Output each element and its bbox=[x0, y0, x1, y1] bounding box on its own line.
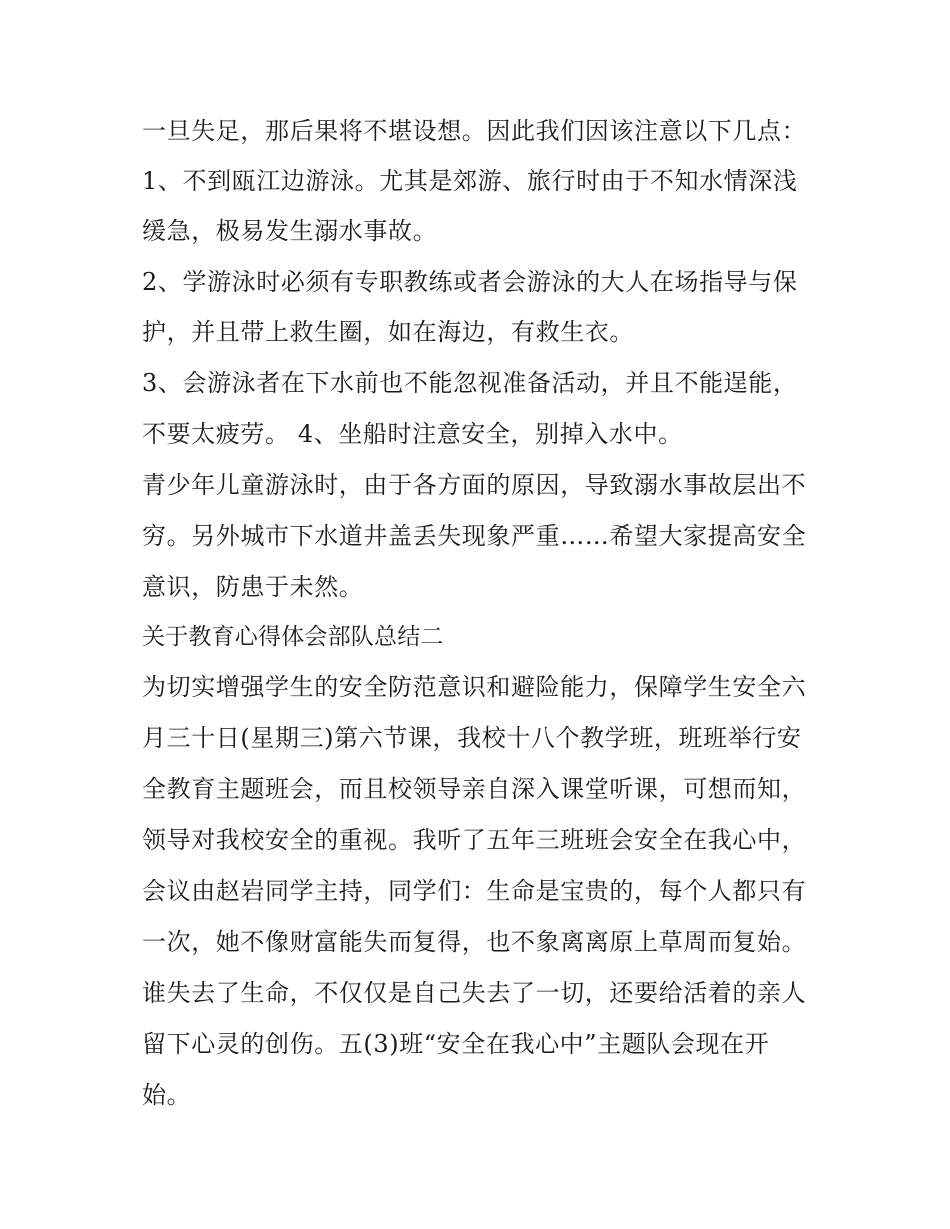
text-line-9: 穷。另外城市下水道井盖丢失现象严重……希望大家提高安全 bbox=[142, 522, 807, 550]
text-line-17: 一次，她不像财富能失而复得，也不象离离原上草周而复始。 bbox=[142, 928, 807, 956]
text-line-12: 为切实增强学生的安全防范意识和避险能力，保障学生安全六 bbox=[142, 673, 807, 701]
text-line-8: 青少年儿童游泳时，由于各方面的原因，导致溺水事故层出不 bbox=[142, 471, 807, 499]
text-line-3: 缓急，极易发生溺水事故。 bbox=[142, 217, 438, 245]
text-line-7: 不要太疲劳。 4、坐船时注意安全，别掉入水中。 bbox=[142, 420, 683, 448]
text-line-18: 谁失去了生命，不仅仅是自己失去了一切，还要给活着的亲人 bbox=[142, 979, 807, 1007]
text-line-16: 会议由赵岩同学主持，同学们：生命是宝贵的，每个人都只有 bbox=[142, 877, 807, 905]
text-line-1: 一旦失足，那后果将不堪设想。因此我们因该注意以下几点： bbox=[142, 117, 807, 145]
text-line-14: 全教育主题班会，而且校领导亲自深入课堂听课，可想而知， bbox=[142, 775, 807, 803]
text-line-2: 1、不到瓯江边游泳。尤其是郊游、旅行时由于不知水情深浅 bbox=[142, 167, 798, 195]
section-heading: 关于教育心得体会部队总结二 bbox=[142, 624, 444, 650]
text-line-5: 护，并且带上救生圈，如在海边，有救生衣。 bbox=[142, 318, 634, 346]
text-line-6: 3、会游泳者在下水前也不能忽视准备活动，并且不能逞能， bbox=[142, 369, 798, 397]
text-line-13: 月三十日(星期三)第六节课，我校十八个教学班，班班举行安 bbox=[142, 724, 802, 752]
text-line-10: 意识，防患于未然。 bbox=[142, 573, 364, 601]
text-line-19: 留下心灵的创伤。五(3)班“安全在我心中”主题队会现在开 bbox=[142, 1030, 770, 1058]
text-line-4: 2、学游泳时必须有专职教练或者会游泳的大人在场指导与保 bbox=[142, 268, 798, 296]
text-line-20: 始。 bbox=[142, 1081, 192, 1109]
text-line-15: 领导对我校安全的重视。我听了五年三班班会安全在我心中， bbox=[142, 826, 807, 854]
